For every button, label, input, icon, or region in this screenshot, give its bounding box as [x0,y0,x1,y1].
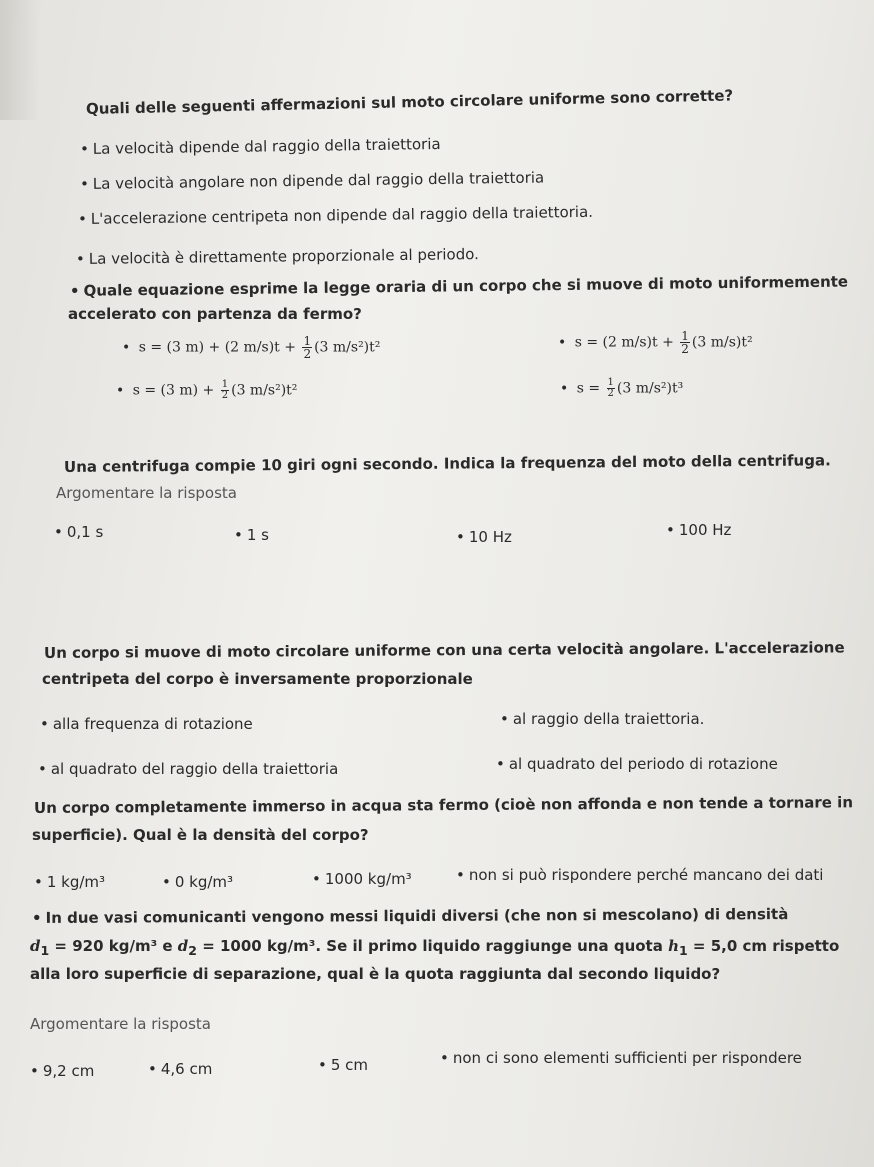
q3-option-3: • 10 Hz [456,528,512,546]
q6-note: Argomentare la risposta [30,1015,211,1033]
paper-fold-shadow [0,0,40,120]
q2-option-4: • s = $\frac{1}{2}$ (3 m/s²)t³ [560,378,683,399]
q3-option-2: • 1 s [234,526,269,544]
q2-question-line1: • Quale equazione esprime la legge oraria di un corpo che si muove di moto uniformemente [70,272,848,300]
q5-option-3: • 1000 kg/m³ [312,870,412,888]
q2-option-3: • s = (3 m) + $\frac{1}{2}$ (3 m/s²)t² [116,380,297,401]
q1-question: Quali delle seguenti affermazioni sul moto circolare uniforme sono corrette? [85,86,734,118]
q2-option-2: • s = (2 m/s)t + $\frac{1}{2}$ (3 m/s)t² [558,330,753,355]
q6-question-line2: $d_1 = 920$ kg/m³ e $d_2 = 1000$ kg/m³. Se il primo liquido raggiunge una quota $h_1 = 5,0$ cm rispetto [30,937,840,958]
q5-option-2: • 0 kg/m³ [162,873,233,891]
q2-option-1: • s = (3 m) + (2 m/s)t + $\frac{1}{2}$ (3 m/s²)t² [122,335,380,360]
q1-option-4: • La velocità è direttamente proporzionale al periodo. [76,245,479,268]
q5-option-4: • non si può rispondere perché mancano dei dati [456,866,823,884]
q4-option-3: • al quadrato del raggio della traiettoria [38,760,338,778]
q6-question-line3: alla loro superficie di separazione, qual è la quota raggiunta dal secondo liquido? [30,965,721,983]
q6-option-2: • 4,6 cm [148,1060,212,1078]
q5-question-line1: Un corpo completamente immerso in acqua sta fermo (cioè non affonda e non tende a tornare in [33,793,854,817]
q3-option-4: • 100 Hz [666,521,731,539]
q1-option-1: • La velocità dipende dal raggio della traiettoria [80,135,441,158]
q3-question: Una centrifuga compie 10 giri ogni secondo. Indica la frequenza del moto della centrifuga. [63,451,831,476]
q6-option-1: • 9,2 cm [30,1062,94,1080]
q6-option-3: • 5 cm [318,1056,368,1074]
q4-option-2: • al raggio della traiettoria. [500,710,704,728]
q5-question-line2: superficie). Qual è la densità del corpo? [32,826,369,844]
q4-option-1: • alla frequenza di rotazione [40,715,253,733]
q6-question-line1: • In due vasi comunicanti vengono messi liquidi diversi (che non si mescolano) di densità [32,905,788,927]
q1-option-2: • La velocità angolare non dipende dal raggio della traiettoria [80,169,544,193]
q3-note: Argomentare la risposta [56,484,237,502]
q6-option-4: • non ci sono elementi sufficienti per rispondere [440,1049,802,1067]
q4-question-line2: centripeta del corpo è inversamente proporzionale [42,670,473,688]
q1-option-3: • L'accelerazione centripeta non dipende dal raggio della traiettoria. [78,203,593,228]
q3-option-1: • 0,1 s [54,523,103,541]
q4-option-4: • al quadrato del periodo di rotazione [496,755,778,773]
q5-option-1: • 1 kg/m³ [34,873,105,891]
q2-question-line2: accelerato con partenza da fermo? [68,305,362,323]
q4-question-line1: Un corpo si muove di moto circolare uniforme con una certa velocità angolare. L'accelerazione [43,638,845,662]
